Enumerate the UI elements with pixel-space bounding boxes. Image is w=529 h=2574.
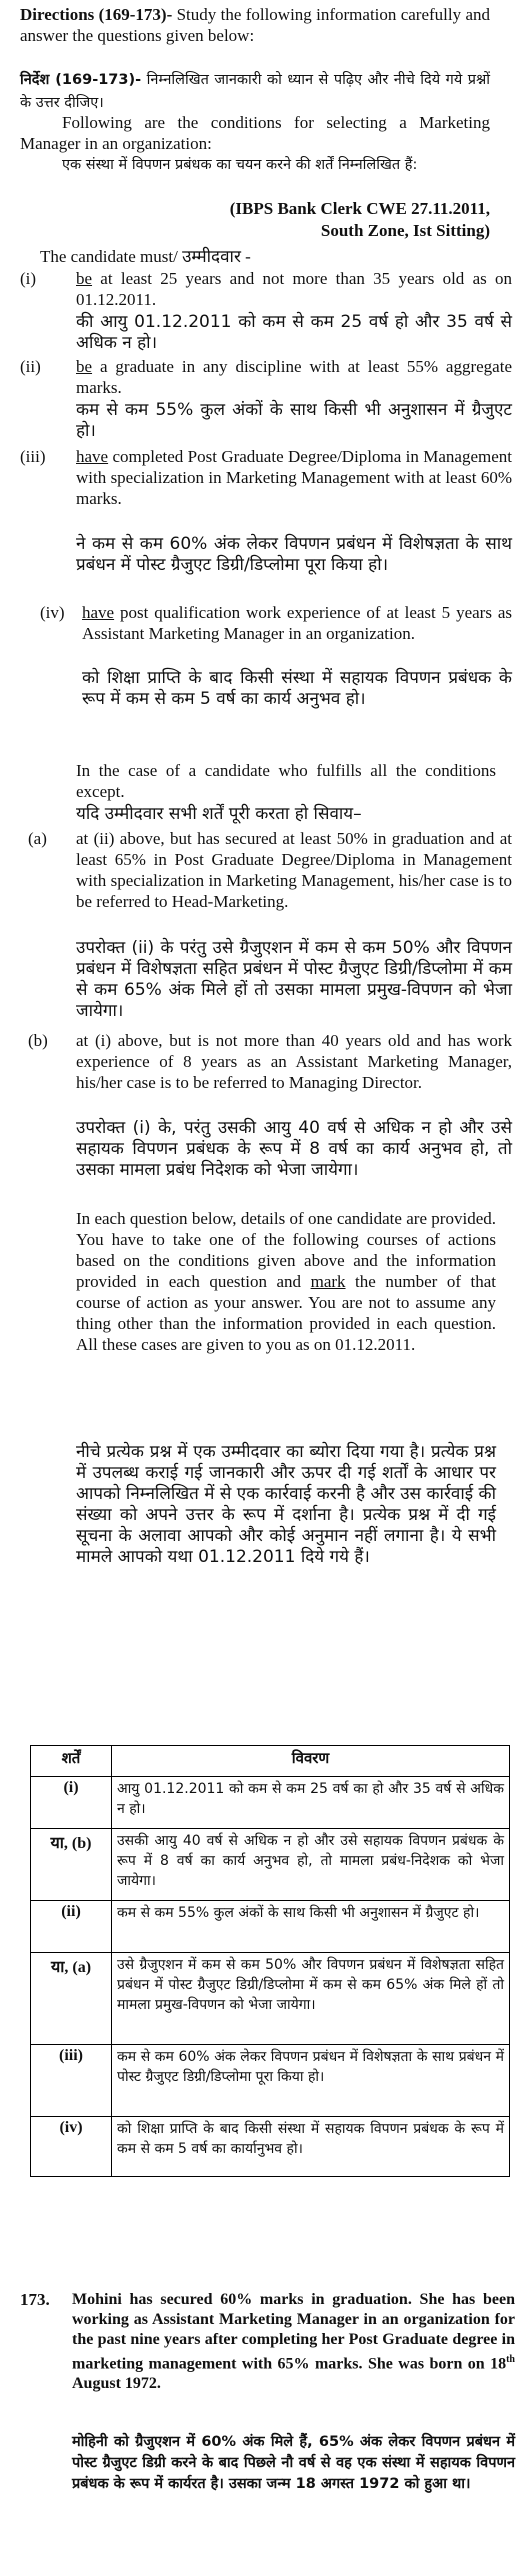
intro-hi: एक संस्था में विपणन प्रबंधक का चयन करने की शर्तें निम्नलिखित हैं: <box>62 157 418 173</box>
row-key: या, (a) <box>31 1953 112 2045</box>
source-line-2: South Zone, Ist Sitting) <box>320 221 490 240</box>
condition-text: at least 25 years and not more than 35 years old as on 01.12.2011. <box>76 269 512 309</box>
instructions-hi: नीचे प्रत्येक प्रश्न में एक उम्मीदवार का ब्योरा दिया गया है। प्रत्येक प्रश्न में उपलब्ध कराई गई जानकारी और ऊपर दी गई शर्तों के आधार पर आपको निम्नलिखित में से एक कार्रवाई करनी है और उस कार्रवाई की संख्या को अपने उत्तर के रूप में दर्शाना है। प्रत्येक प्रश्न में दी गई सूचना के अलावा आपको और कोई अनुमान नहीं लगाना है। ये सभी मामले आपको यथा 01.12.2011 दिये गये हैं। <box>76 1442 496 1567</box>
condition-verb: have <box>76 447 109 466</box>
question-text-b: August 1972. <box>72 2375 161 2393</box>
row-key: (ii) <box>31 1901 112 1953</box>
row-text: को शिक्षा प्राप्ति के बाद किसी संस्था में सहायक विपणन प्रबंधक के रूप में कम से कम 5 वर्ष का कार्यानुभव हो। <box>112 2117 510 2177</box>
header-details: विवरण <box>112 1746 510 1777</box>
intro-en: Following are the conditions for selecting a Marketing Manager in an organization: <box>20 113 490 153</box>
condition-verb: be <box>76 357 93 376</box>
directions-text: Study the following information carefully and answer the questions given below: <box>20 5 490 45</box>
condition-hi: ने कम से कम 60% अंक लेकर विपणन प्रबंधन में विशेषज्ञता के साथ प्रबंधन में पोस्ट ग्रैजुएट डिग्री/डिप्लोमा पूरा किया हो। <box>76 534 512 575</box>
table-row <box>31 2117 510 2177</box>
table-row <box>31 2045 510 2117</box>
directions-label: Directions (169-173)- <box>20 5 173 24</box>
row-key: (iv) <box>31 2117 112 2177</box>
condition-en <box>76 268 512 310</box>
directions-hi-text: निम्नलिखित जानकारी को ध्यान से पढ़िए और नीचे दिये गये प्रश्नों के उत्तर दीजिए। <box>20 72 490 111</box>
condition-text: post qualification work experience of at least 5 years as Assistant Marketing Manager in an organization. <box>82 603 512 643</box>
condition-text: completed Post Graduate Degree/Diploma in Management with specialization in Marketing Management with at least 60% marks. <box>76 447 512 508</box>
directions-en <box>20 4 490 46</box>
exception-number: (b) <box>28 1031 48 1050</box>
condition-en <box>76 356 512 398</box>
directions-hi <box>20 68 490 114</box>
row-text: कम से कम 55% कुल अंकों के साथ किसी भी अनुशासन में ग्रैजुएट हो। <box>112 1901 510 1953</box>
row-key: (iii) <box>31 2045 112 2117</box>
row-text: कम से कम 60% अंक लेकर विपणन प्रबंधन में विशेषज्ञता के साथ प्रबंधन में पोस्ट ग्रैजुएट डिग्री/डिप्लोमा पूरा किया हो। <box>112 2045 510 2117</box>
exception-hi: उपरोक्त (i) के, परंतु उसकी आयु 40 वर्ष से अधिक न हो और उसे सहायक विपणन प्रबंधक के रूप में 8 वर्ष का कार्य अनुभव हो, तो उसका मामला प्रबंध निदेशक को भेजा जायेगा। <box>76 1118 512 1180</box>
condition-verb: be <box>76 269 93 288</box>
instructions-text-b: the number of that course of action as your answer. You are not to assume any thing other than the information provided in each question. All these cases are given to you as on 01.12.2011. <box>76 1272 496 1354</box>
exception-hi: उपरोक्त (ii) के परंतु उसे ग्रैजुएशन में कम से कम 50% और विपणन प्रबंधन में विशेषज्ञता सहित प्रबंधन में पोस्ट ग्रैजुएट डिग्री/डिप्लोमा में कम से कम 65% अंक मिले हों तो उसका मामला प्रमुख-विपणन को भेजा जायेगा। <box>76 938 512 1021</box>
condition-hi: की आयु 01.12.2011 को कम से कम 25 वर्ष हो और 35 वर्ष से अधिक न हो। <box>76 312 512 353</box>
directions-hi-label: निर्देश (169-173)- <box>20 72 142 88</box>
condition-number: (ii) <box>20 357 41 376</box>
source-line-1: (IBPS Bank Clerk CWE 27.11.2011, <box>229 199 490 218</box>
row-text: आयु 01.12.2011 को कम से कम 25 वर्ष का हो और 35 वर्ष से अधिक न हो। <box>112 1777 510 1829</box>
except-note-hi: यदि उम्मीदवार सभी शर्तें पूरी करता हो सिवाय– <box>76 804 362 824</box>
question-sup: th <box>506 2354 515 2365</box>
instructions-mark: mark <box>310 1272 346 1291</box>
condition-number: (i) <box>20 269 37 288</box>
condition-verb: have <box>82 603 115 622</box>
condition-en <box>82 602 512 644</box>
condition-hi: को शिक्षा प्राप्ति के बाद किसी संस्था में सहायक विपणन प्रबंधक के रूप में कम से कम 5 वर्ष का कार्य अनुभव हो। <box>82 668 512 709</box>
condition-number: (iv) <box>40 603 65 622</box>
condition-hi: कम से कम 55% कुल अंकों के साथ किसी भी अनुशासन में ग्रैजुएट हो। <box>76 400 512 441</box>
exception-number: (a) <box>28 829 47 848</box>
table-row <box>31 1953 510 2045</box>
condition-number: (iii) <box>20 447 46 466</box>
table-row <box>31 1901 510 1953</box>
header-condition: शर्तें <box>31 1746 112 1777</box>
row-key: (i) <box>31 1777 112 1829</box>
except-note-en: In the case of a candidate who fulfills all the conditions except. <box>76 761 496 801</box>
row-text: उसे ग्रैजुएशन में कम से कम 50% और विपणन प्रबंधन में विशेषज्ञता सहित प्रबंधन में पोस्ट ग्रैजुएट डिग्री/डिप्लोमा में कम से कम 65% अंक मिले हों तो मामला प्रमुख-विपणन को भेजा जायेगा। <box>112 1953 510 2045</box>
instructions-text-a: In each question below, details of one candidate are provided. You have to take one of the following courses of actions based on the conditions given above and the information provided in each question and <box>76 1209 496 1291</box>
conditions-table <box>30 1745 510 2177</box>
question-en <box>72 2290 515 2394</box>
exception-en: at (i) above, but is not more than 40 years old and has work experience of 8 years as an Assistant Marketing Manager, his/her case is to be referred to Managing Director. <box>76 1031 512 1092</box>
table-header-row <box>31 1746 510 1777</box>
condition-text: a graduate in any discipline with at least 55% aggregate marks. <box>76 357 512 397</box>
candidate-must <box>40 246 510 267</box>
question-hi: मोहिनी को ग्रैजुएशन में 60% अंक मिले हैं, 65% अंक लेकर विपणन प्रबंधन में पोस्ट ग्रैजुएट डिग्री करने के बाद पिछले नौ वर्ष से वह एक संस्था में सहायक विपणन प्रबंधक के रूप में कार्यरत है। उसका जन्म 18 अगस्त 1972 को हुआ था। <box>72 2434 515 2492</box>
instructions-en <box>76 1208 496 1355</box>
table-row <box>31 1777 510 1829</box>
candidate-must-text: The candidate must/ उम्मीदवार - <box>40 247 251 266</box>
question-text-a: Mohini has secured 60% marks in graduation. She has been working as Assistant Marketing Manager in an organization for the past nine years after completing her Post Graduate degree in marketing management with 65% marks. She was born on 18 <box>72 2291 515 2373</box>
condition-en <box>76 446 512 509</box>
question-number: 173. <box>20 2290 50 2309</box>
row-key: या, (b) <box>31 1829 112 1901</box>
exception-en: at (ii) above, but has secured at least 50% in graduation and at least 65% in Post Graduate Degree/Diploma in Management with specialization in Marketing Management, his/her case is to be referred to Head-Marketing. <box>76 829 512 911</box>
table-row <box>31 1829 510 1901</box>
row-text: उसकी आयु 40 वर्ष से अधिक न हो और उसे सहायक विपणन प्रबंधक के रूप में 8 वर्ष का कार्य अनुभव हो, तो मामला प्रबंध-निदेशक को भेजा जायेगा। <box>112 1829 510 1901</box>
